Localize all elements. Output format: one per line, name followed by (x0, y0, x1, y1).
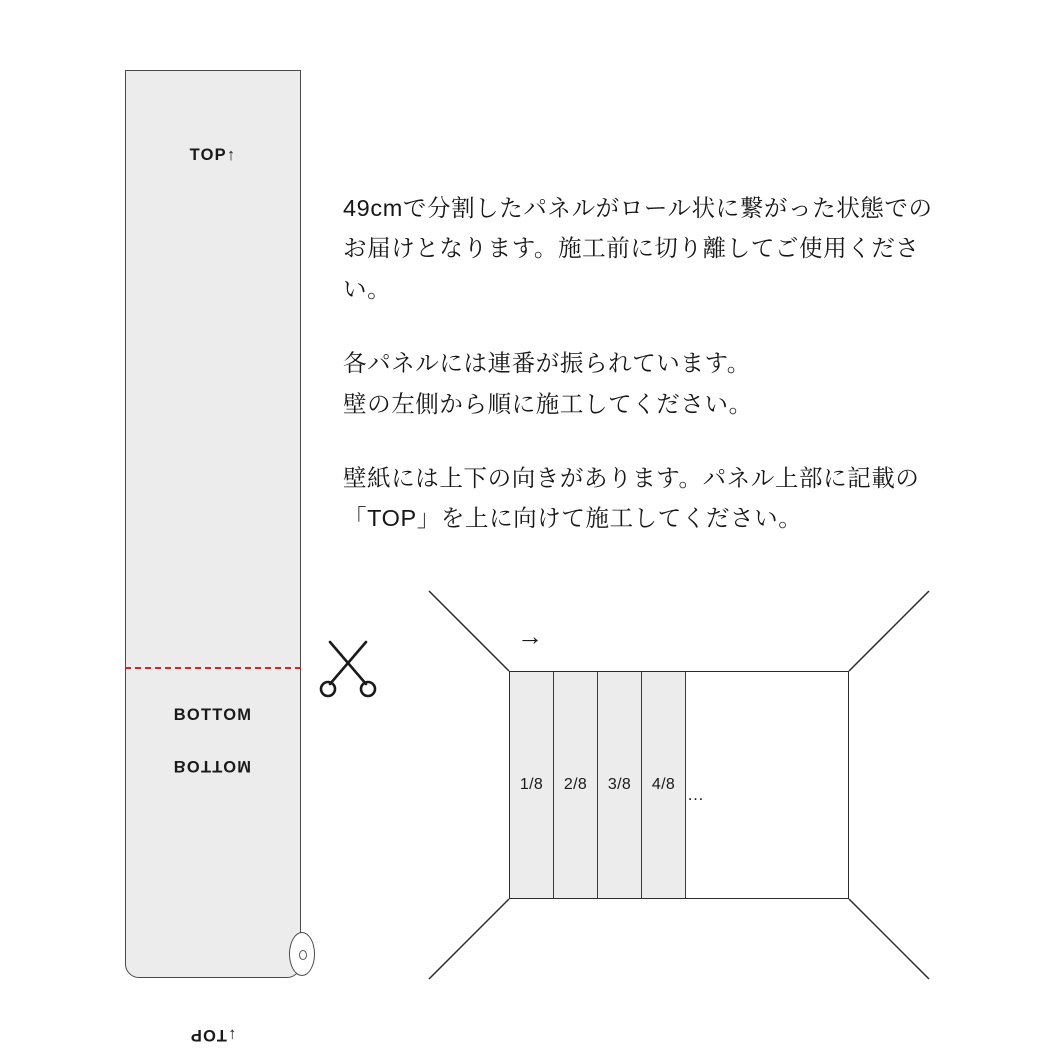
wall-panels-ellipsis: … (687, 785, 704, 804)
wall-panel-1 (510, 672, 554, 898)
roll-bottom-label-mirrored: BOTTOM (173, 757, 253, 775)
wall-panel-3 (598, 672, 642, 898)
instruction-paragraph-2 (343, 343, 943, 424)
roll-core-hole (299, 950, 307, 960)
back-wall (509, 671, 849, 899)
instruction-paragraph-2-line-2: 壁の左側から順に施工してください。 (343, 390, 753, 417)
instruction-paragraph-2-line-1: 各パネルには連番が振られています。 (343, 350, 751, 377)
roll-core (289, 932, 315, 976)
room-wall-diagram (425, 585, 935, 985)
instruction-paragraph-3-line-2: 「TOP」を上に向けて施工してください。 (343, 505, 803, 532)
roll-top-label: TOP↑ (189, 146, 237, 164)
instruction-paragraph-3-line-1: 壁紙には上下の向きがあります。パネル上部に記載の (343, 465, 920, 492)
instruction-paragraph-1: 49cmで分割したパネルがロール状に繋がった状態でのお届けとなります。施工前に切り離してご使用ください。 (343, 195, 933, 302)
wall-panel-2 (554, 672, 598, 898)
roll-bottom-top-label: ↓TOP (189, 1026, 237, 1044)
instruction-text-block (343, 188, 943, 539)
wall-panel-4-label: 4/8 (651, 776, 676, 793)
roll-bottom-label: BOTTOM (173, 706, 253, 724)
direction-arrow-icon: → (517, 621, 543, 651)
wall-panel-1-label: 1/8 (519, 776, 544, 793)
roll-body (125, 70, 301, 978)
wall-panel-2-label: 2/8 (563, 776, 588, 793)
scissors-icon (316, 634, 382, 700)
cut-line (125, 667, 301, 669)
wall-panel-4 (642, 672, 686, 898)
instruction-paragraph-3 (343, 458, 943, 539)
wallpaper-roll-illustration (125, 70, 301, 1044)
wall-panel-3-label: 3/8 (607, 776, 632, 793)
